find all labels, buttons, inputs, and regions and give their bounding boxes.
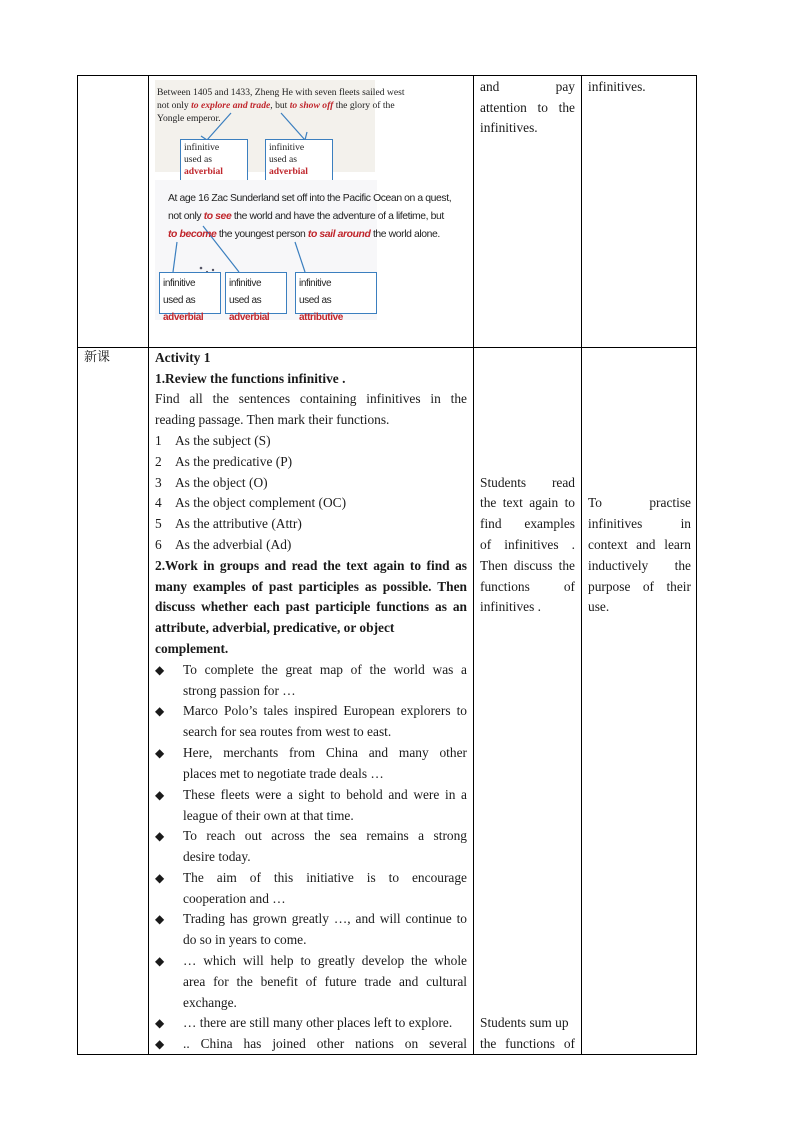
zheng-he-example-image — [155, 80, 405, 177]
diamond-bullet-icon: ◆ — [155, 912, 165, 926]
image2-line2: not only to see the world and have the adventure of a lifetime, but — [168, 211, 444, 222]
diamond-bullet-icon: ◆ — [155, 746, 165, 760]
task2-line: attribute, adverbial, predicative, or object — [155, 620, 395, 635]
student-activity-line: infinitives . — [480, 599, 541, 614]
image1-line3: Yongle emperor. — [157, 113, 221, 124]
purpose-line: To practise — [588, 495, 691, 510]
task1-title: 1.Review the functions infinitive . — [155, 371, 346, 386]
task2-line: complement. — [155, 641, 229, 656]
diamond-bullet-icon: ◆ — [155, 704, 165, 718]
row1-activity-line: infinitives. — [480, 120, 538, 135]
label-infinitive-adverbial: infinitive used as adverbial — [225, 272, 287, 314]
diamond-bullet-icon: ◆ — [155, 871, 165, 885]
diamond-bullet-icon: ◆ — [155, 1016, 165, 1030]
purpose-line: context and learn — [588, 537, 691, 552]
stage-label: 新课 — [84, 350, 111, 365]
student-activity-line: of infinitives . — [480, 537, 575, 552]
purpose-line: inductively the — [588, 558, 691, 573]
label-infinitive-attributive: infinitive used as attributive — [295, 272, 377, 314]
student-activity-line: the text again to — [480, 495, 575, 510]
student-activity-line: Students read — [480, 475, 575, 490]
row1-purpose-line: infinitives. — [588, 79, 646, 94]
student-activity-line: the functions of — [480, 1036, 575, 1051]
purpose-line: purpose of their — [588, 579, 691, 594]
label-infinitive-adverbial: infinitive used as adverbial — [265, 139, 333, 181]
student-activity-line: functions of — [480, 579, 575, 594]
zac-sunderland-example-image — [155, 180, 452, 323]
task2-line: discuss whether each past participle functions as an — [155, 599, 467, 614]
image1-line2: not only to explore and trade, but to show off the glory of the — [157, 100, 395, 111]
student-activity-line: Then discuss the — [480, 558, 575, 573]
diamond-bullet-icon: ◆ — [155, 829, 165, 843]
label-infinitive-adverbial: infinitive used as adverbial — [180, 139, 248, 181]
purpose-line: infinitives in — [588, 516, 691, 531]
task1-intro-line: Find all the sentences containing infinitives in the — [155, 391, 467, 406]
activity-title: Activity 1 — [155, 350, 211, 365]
task2-line: 2.Work in groups and read the text again to find as — [155, 558, 467, 573]
label-infinitive-adverbial: infinitive used as adverbial — [159, 272, 221, 314]
task2-line: many examples of past participles as possible. Then — [155, 579, 467, 594]
row1-activity-line: attention to the — [480, 100, 575, 115]
diamond-bullet-icon: ◆ — [155, 1037, 165, 1051]
diamond-bullet-icon: ◆ — [155, 663, 165, 677]
image2-line1: At age 16 Zac Sunderland set off into the Pacific Ocean on a quest, — [168, 193, 452, 204]
task1-intro-line: reading passage. Then mark their functions. — [155, 412, 390, 427]
row1-activity-line: and pay — [480, 79, 575, 94]
student-activity-line: Students sum up — [480, 1015, 569, 1030]
purpose-line: use. — [588, 599, 610, 614]
image1-line1: Between 1405 and 1433, Zheng He with seven fleets sailed west — [157, 87, 405, 98]
student-activity-line: find examples — [480, 516, 575, 531]
image2-line3: to become the youngest person to sail around the world alone. — [168, 229, 440, 240]
diamond-bullet-icon: ◆ — [155, 954, 165, 968]
diamond-bullet-icon: ◆ — [155, 788, 165, 802]
